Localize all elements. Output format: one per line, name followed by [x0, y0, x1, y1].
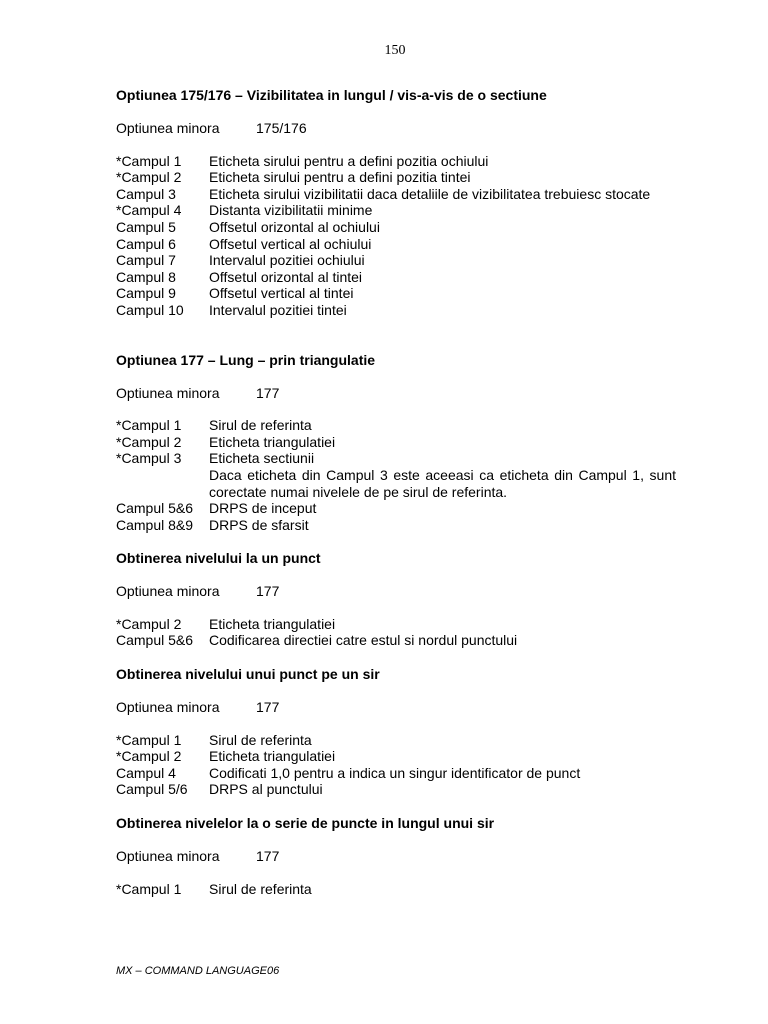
- field-label: Campul 6: [116, 235, 176, 252]
- field-description: Offsetul orizontal al tintei: [209, 268, 363, 285]
- field-row: [116, 302, 676, 319]
- field-description: Sirul de referinta: [209, 731, 312, 748]
- field-row: [116, 219, 676, 236]
- page-footer: MX – COMMAND LANGUAGE06: [116, 965, 280, 977]
- field-label: *Campul 1: [116, 731, 182, 748]
- field-row: [116, 500, 676, 517]
- field-row: [116, 881, 676, 898]
- minor-option-value: 177: [256, 583, 280, 600]
- field-row: [116, 467, 676, 500]
- field-row: [116, 781, 676, 798]
- field-row: [116, 169, 676, 186]
- field-description: DRPS de sfarsit: [209, 516, 309, 533]
- minor-option-label: Optiunea minora: [116, 384, 220, 401]
- field-description: Eticheta sirului vizibilitatii daca detaliile de vizibilitatea trebuiesc stocate: [209, 185, 651, 202]
- field-label: Campul 7: [116, 252, 176, 269]
- field-description: Sirul de referinta: [209, 417, 312, 434]
- field-label: *Campul 2: [116, 748, 182, 765]
- field-description: Codificarea directiei catre estul si nordul punctului: [209, 632, 518, 649]
- page-number: 150: [384, 43, 406, 58]
- field-row: [116, 765, 676, 782]
- field-row: [116, 517, 676, 534]
- field-description: Offsetul vertical al tintei: [209, 285, 354, 302]
- minor-option-row: [116, 385, 676, 402]
- field-label: *Campul 1: [116, 152, 182, 169]
- field-label: *Campul 3: [116, 450, 182, 467]
- minor-option-row: [116, 583, 676, 600]
- field-label: *Campul 2: [116, 615, 182, 632]
- section-heading: Optiunea 177 – Lung – prin triangulatie: [116, 351, 376, 368]
- field-row: [116, 186, 676, 203]
- field-label: *Campul 2: [116, 169, 182, 186]
- field-label: Campul 9: [116, 285, 176, 302]
- field-label: Campul 5: [116, 218, 176, 235]
- field-description: Sirul de referinta: [209, 880, 312, 897]
- minor-option-label: Optiunea minora: [116, 120, 220, 136]
- field-description: Intervalul pozitiei tintei: [209, 301, 347, 318]
- section-heading: Obtinerea nivelelor la o serie de puncte in lungul unui sir: [116, 815, 495, 832]
- field-row: [116, 616, 676, 633]
- section-series-levels: [116, 815, 676, 897]
- field-description: Eticheta sirului pentru a defini pozitia tintei: [209, 169, 471, 186]
- document-body: [116, 87, 676, 897]
- minor-option-value: 177: [256, 699, 280, 716]
- field-label: *Campul 1: [116, 880, 182, 897]
- field-label: Campul 3: [116, 185, 176, 202]
- section-option-175-176: [116, 87, 676, 319]
- field-label: Campul 5&6: [116, 632, 194, 649]
- minor-option-row: [116, 699, 676, 716]
- field-row: [116, 236, 676, 253]
- section-heading: Optiunea 175/176 – Vizibilitatea in lungul / vis-a-vis de o sectiune: [116, 87, 547, 103]
- field-label: Campul 4: [116, 764, 176, 781]
- field-row: [116, 417, 676, 434]
- field-label: Campul 8: [116, 268, 176, 285]
- section-point-level: [116, 550, 676, 649]
- minor-option-row: [116, 120, 676, 137]
- field-description: DRPS de inceput: [209, 500, 317, 517]
- field-label: *Campul 1: [116, 417, 182, 434]
- section-heading: Obtinerea nivelului la un punct: [116, 550, 321, 567]
- field-label: Campul 10: [116, 301, 184, 318]
- minor-option-value: 177: [256, 848, 280, 865]
- field-description: Offsetul orizontal al ochiului: [209, 218, 380, 235]
- field-label: Campul 5&6: [116, 500, 194, 517]
- field-row: [116, 450, 676, 467]
- field-row: [116, 748, 676, 765]
- field-row: [116, 732, 676, 749]
- field-description: Intervalul pozitiei ochiului: [209, 252, 365, 269]
- field-description: DRPS al punctului: [209, 781, 323, 798]
- field-note: Daca eticheta din Campul 3 este aceeasi ca eticheta din Campul 1, sunt corectate numai nivelele de pe sirul de referinta.: [209, 466, 676, 500]
- minor-option-value: 175/176: [256, 120, 307, 136]
- section-heading: Obtinerea nivelului unui punct pe un sir: [116, 666, 380, 683]
- minor-option-label: Optiunea minora: [116, 848, 220, 865]
- section-option-177: [116, 352, 676, 534]
- minor-option-row: [116, 848, 676, 865]
- field-description: Eticheta triangulatiei: [209, 615, 336, 632]
- field-description: Distanta vizibilitatii minime: [209, 202, 373, 219]
- field-description: Offsetul vertical al ochiului: [209, 235, 372, 252]
- field-label: *Campul 2: [116, 433, 182, 450]
- minor-option-value: 177: [256, 384, 280, 401]
- field-row: [116, 632, 676, 649]
- field-label: Campul 8&9: [116, 516, 194, 533]
- field-row: [116, 269, 676, 286]
- minor-option-label: Optiunea minora: [116, 583, 220, 600]
- field-row: [116, 252, 676, 269]
- field-row: [116, 434, 676, 451]
- field-description: Codificati 1,0 pentru a indica un singur identificator de punct: [209, 764, 581, 781]
- field-description: Eticheta triangulatiei: [209, 748, 336, 765]
- minor-option-label: Optiunea minora: [116, 699, 220, 716]
- section-point-on-string-level: [116, 666, 676, 798]
- field-label: [116, 467, 209, 500]
- field-description: Eticheta sectiunii: [209, 450, 315, 467]
- field-label: *Campul 4: [116, 202, 182, 219]
- field-label: Campul 5/6: [116, 781, 188, 798]
- field-description: Eticheta sirului pentru a defini pozitia ochiului: [209, 152, 489, 169]
- field-row: [116, 202, 676, 219]
- field-description: Eticheta triangulatiei: [209, 433, 336, 450]
- field-row: [116, 153, 676, 170]
- field-row: [116, 285, 676, 302]
